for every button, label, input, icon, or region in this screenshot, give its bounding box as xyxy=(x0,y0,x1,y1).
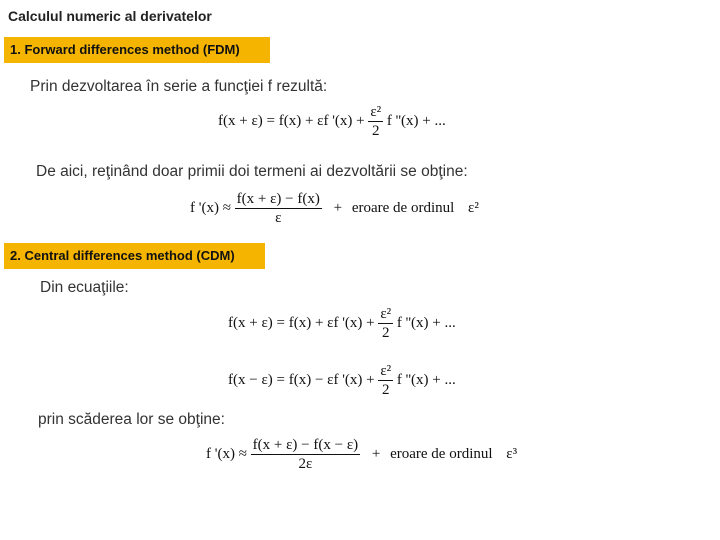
fraction-denominator: 2 xyxy=(382,382,390,398)
fraction-denominator: 2ε xyxy=(298,456,313,472)
equation-rhs: f ''(x) + ... xyxy=(396,314,456,331)
equation-lhs: f(x − ε) = f(x) − εf '(x) + xyxy=(228,371,375,388)
fraction-denominator: 2 xyxy=(382,325,390,341)
fraction-denominator: 2 xyxy=(372,123,380,139)
approx-fraction xyxy=(251,436,360,473)
fdm-taylor-equation xyxy=(218,103,446,140)
cdm-explain-text: prin scăderea lor se obţine: xyxy=(38,411,225,428)
error-order: ε³ xyxy=(506,445,518,462)
cdm-plus-equation xyxy=(228,305,456,342)
page-title: Calculul numeric al derivatelor xyxy=(8,8,212,24)
cdm-approx-equation xyxy=(206,436,517,473)
fraction-numerator: f(x + ε) − f(x) xyxy=(236,191,320,207)
equation-lhs: f(x + ε) = f(x) + εf '(x) + xyxy=(228,314,375,331)
equation-fraction xyxy=(368,103,383,140)
equation-fraction xyxy=(378,362,393,399)
plus-sign: + xyxy=(333,199,343,216)
equation-lhs: f(x + ε) = f(x) + εf '(x) + xyxy=(218,112,365,129)
fraction-numerator: f(x + ε) − f(x − ε) xyxy=(252,437,359,453)
error-text: eroare de ordinul xyxy=(351,199,455,216)
fraction-numerator: ε² xyxy=(380,306,392,322)
cdm-intro-text: Din ecuaţiile: xyxy=(40,279,129,296)
equation-rhs: f ''(x) + ... xyxy=(396,371,456,388)
fraction-denominator: ε xyxy=(275,210,282,226)
approx-lhs: f '(x) ≈ xyxy=(206,445,247,462)
fdm-explain-text: De aici, reţinând doar primii doi termeni ai dezvoltării se obţine: xyxy=(36,163,468,180)
section-label-cdm: 2. Central differences method (CDM) xyxy=(4,243,265,269)
approx-fraction xyxy=(235,190,322,227)
cdm-minus-equation xyxy=(228,362,456,399)
fdm-intro-text: Prin dezvoltarea în serie a funcţiei f rezultă: xyxy=(30,78,328,95)
error-text: eroare de ordinul xyxy=(390,445,493,462)
fraction-numerator: ε² xyxy=(370,104,382,120)
equation-fraction xyxy=(378,305,393,342)
error-order: ε² xyxy=(468,199,479,216)
fraction-numerator: ε² xyxy=(380,363,392,379)
equation-rhs: f ''(x) + ... xyxy=(386,112,446,129)
plus-sign: + xyxy=(371,445,381,462)
fdm-approx-equation xyxy=(190,190,479,227)
approx-lhs: f '(x) ≈ xyxy=(190,199,231,216)
section-label-fdm: 1. Forward differences method (FDM) xyxy=(4,37,270,63)
